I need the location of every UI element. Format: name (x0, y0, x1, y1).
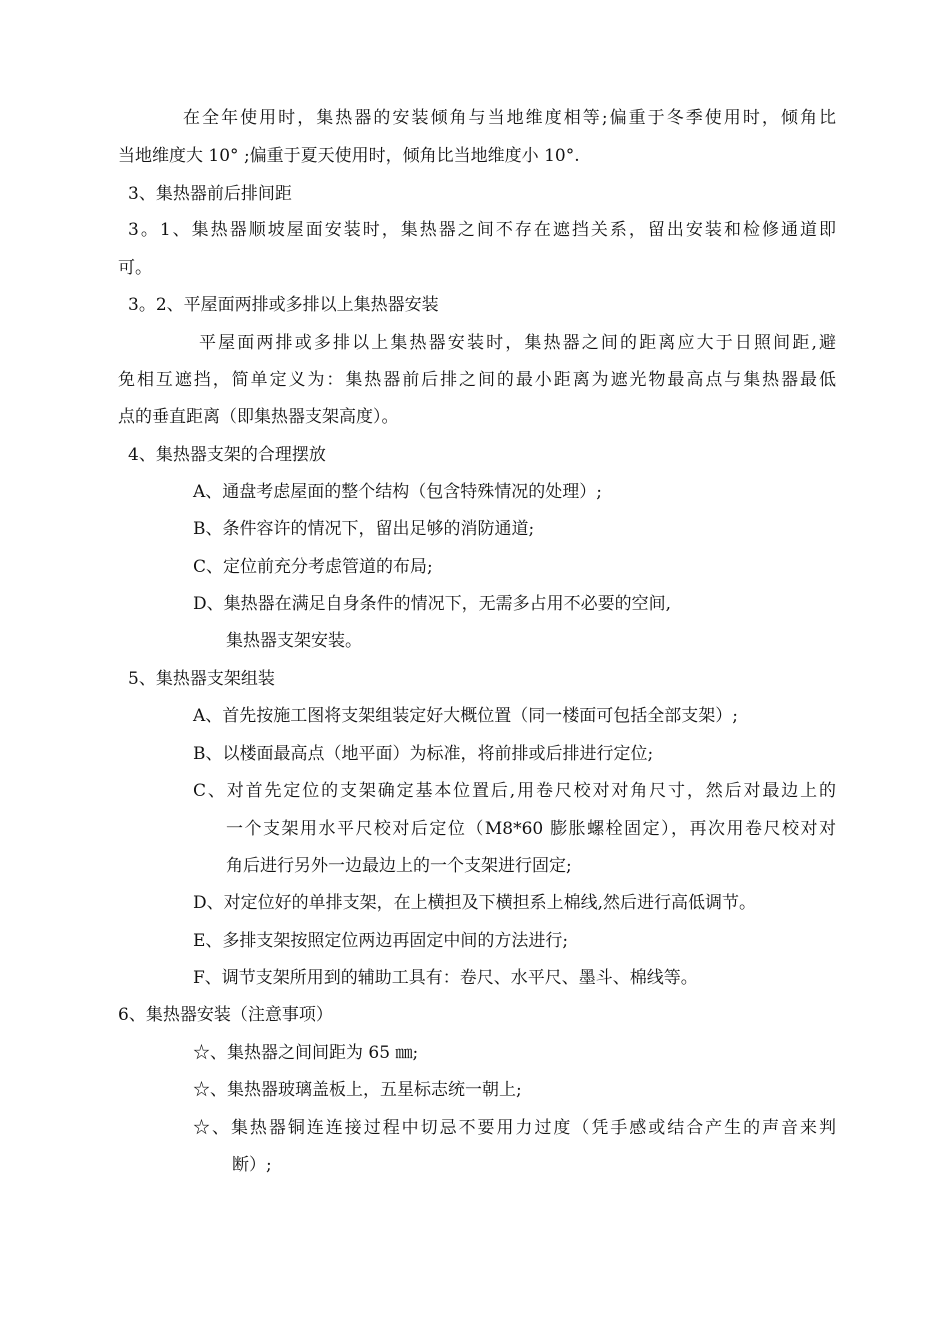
section-5-item-d: D、对定位好的单排支架，在上横担及下横担系上棉线,然后进行高低调节。 (193, 893, 757, 913)
section-4-item-d-line-1: D、集热器在满足自身条件的情况下，无需多占用不必要的空间, (193, 594, 672, 614)
section-6-note-3-line-2: 断）; (232, 1155, 272, 1175)
section-5-item-c-line-1: C、对首先定位的支架确定基本位置后,用卷尺校对对角尺寸，然后对最边上的 (193, 781, 836, 801)
section-3-2-line-2: 免相互遮挡，简单定义为：集热器前后排之间的最小距离为遮光物最高点与集热器最低 (118, 370, 836, 390)
intro-line-1: 在全年使用时，集热器的安装倾角与当地维度相等;偏重于冬季使用时，倾角比 (183, 108, 836, 128)
section-3-1-line-1: 3。1、集热器顺坡屋面安装时，集热器之间不存在遮挡关系，留出安装和检修通道即 (128, 220, 836, 240)
intro-line-2: 当地维度大 10° ;偏重于夏天使用时，倾角比当地维度小 10°. (118, 146, 580, 166)
section-5-item-f: F、调节支架所用到的辅助工具有：卷尺、水平尺、墨斗、棉线等。 (193, 968, 698, 988)
section-6-note-1: ☆、集热器之间间距为 65 ㎜; (193, 1043, 419, 1063)
section-6-note-2: ☆、集热器玻璃盖板上，五星标志统一朝上; (193, 1080, 522, 1100)
section-5-heading: 5、集热器支架组装 (128, 669, 275, 689)
section-5-item-a: A、首先按施工图将支架组装定好大概位置（同一楼面可包括全部支架）; (193, 706, 739, 726)
section-3-heading: 3、集热器前后排间距 (128, 184, 292, 204)
section-4-item-b: B、条件容许的情况下，留出足够的消防通道; (193, 519, 535, 539)
section-6-heading: 6、集热器安装（注意事项） (118, 1005, 333, 1025)
section-3-1-line-2: 可。 (118, 258, 152, 278)
section-5-item-c-line-2: 一个支架用水平尺校对后定位（M8*60 膨胀螺栓固定），再次用卷尺校对对 (226, 819, 836, 839)
section-5-item-c-line-3: 角后进行另外一边最边上的一个支架进行固定; (226, 856, 572, 876)
section-3-2-line-3: 点的垂直距离（即集热器支架高度）。 (118, 407, 399, 427)
section-6-note-3-line-1: ☆、集热器铜连连接过程中切忌不要用力过度（凭手感或结合产生的声音来判 (193, 1118, 836, 1138)
section-4-item-d-line-2: 集热器支架安装。 (226, 631, 362, 651)
section-3-2-heading: 3。2、平屋面两排或多排以上集热器安装 (128, 295, 439, 315)
section-4-item-c: C、定位前充分考虑管道的布局; (193, 557, 433, 577)
section-4-heading: 4、集热器支架的合理摆放 (128, 445, 326, 465)
section-5-item-b: B、以楼面最高点（地平面）为标准，将前排或后排进行定位; (193, 744, 654, 764)
section-4-item-a: A、通盘考虑屋面的整个结构（包含特殊情况的处理）; (193, 482, 603, 502)
section-5-item-e: E、多排支架按照定位两边再固定中间的方法进行; (193, 931, 569, 951)
section-3-2-line-1: 平屋面两排或多排以上集热器安装时，集热器之间的距离应大于日照间距,避 (199, 333, 836, 353)
